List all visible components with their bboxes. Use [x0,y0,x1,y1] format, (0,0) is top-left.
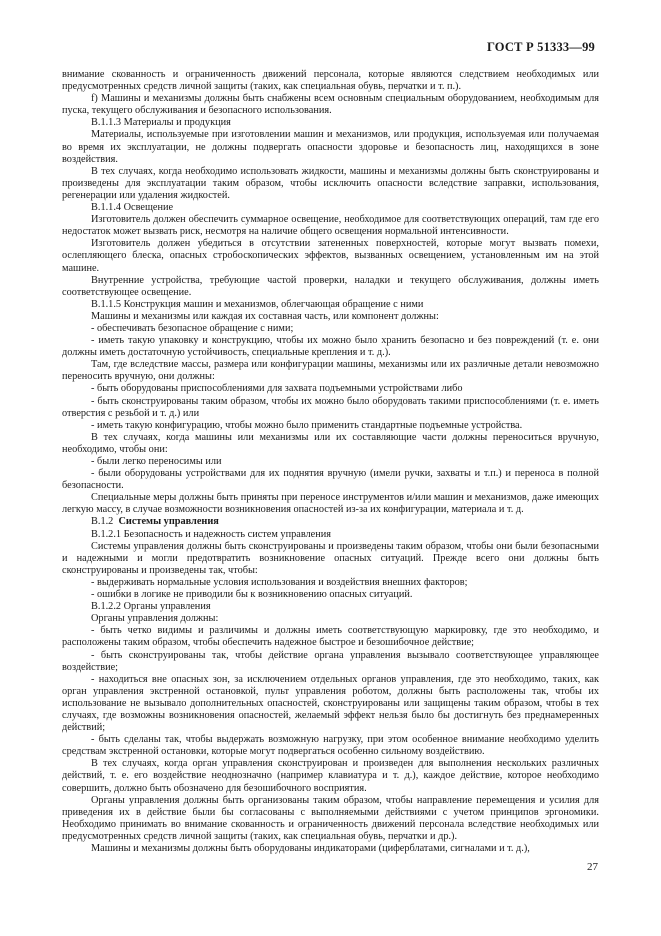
paragraph: f) Машины и механизмы должны быть снабжены всем основным специальным оборудованием, необходимым для пуска, текущего обслуживания и безопасного использования. [62,93,599,117]
paragraph: Машины и механизмы должны быть оборудованы индикаторами (циферблатами, сигналами и т. д.), [91,843,530,854]
list-item: - выдерживать нормальные условия использования и воздействия внешних факторов; [91,576,468,588]
document-body [62,69,599,855]
paragraph: Специальные меры должны быть приняты при переносе инструментов и/или машин и механизмов, даже имеющих легкую массу, в случае возможности возникновения опасностей из-за их конфигурации, материала и т. д. [62,492,599,516]
paragraph: Органы управления должны быть организованы таким образом, чтобы направление перемещения и усилия для приведения их в действие были бы согласованы с выполняемыми действиями с учетом принципов эргономики. Необходимо принимать во внимание скованность и ограниченность движений персонала вследствие необходимых или предусмотренных средств личной защиты (таких, как специальная обувь, перчатки и др.). [62,794,599,842]
list-item: - быть четко видимы и различимы и должны иметь соответствующую маркировку, где это необходимо, и расположены таким образом, чтобы обеспечить надежное быстрое и безошибочное действие; [62,625,599,649]
section-heading: В.1.1.5 Конструкция машин и механизмов, облегчающая обращение с ними [91,298,424,310]
list-item: - были легко переносимы или [91,456,222,467]
document-header: ГОСТ Р 51333—99 [486,40,595,54]
section-title: Системы управления [118,516,219,528]
page-number: 27 [587,861,598,873]
section-heading: В.1.2.2 Органы управления [91,601,211,613]
paragraph: Изготовитель должен убедиться в отсутствии затененных поверхностей, которые могут вызвать помехи, ослепляющего блеска, опасных стробоскопических эффектов, вызванных освещением, установленным им на этой машине. [62,238,599,274]
paragraph: Органы управления должны: [91,613,219,625]
list-item: - иметь такую конфигурацию, чтобы можно было применить стандартные подъемные устройства. [91,419,523,431]
section-heading: В.1.1.4 Освещение [91,202,174,214]
paragraph: Там, где вследствие массы, размера или конфигурации машины, механизмы или их различные детали невозможно переносить вручную, они должны: [62,359,599,383]
paragraph: Системы управления должны быть сконструированы и произведены таким образом, чтобы они были безопасными и надежными и могли предотвратить возникновение опасных ситуаций. Прежде всего они должны быть сконструированы и произведены так, чтобы: [62,540,599,576]
paragraph: Внутренние устройства, требующие частой проверки, наладки и текущего обслуживания, должны иметь соответствующее освещение. [62,274,599,298]
list-item: - были оборудованы устройствами для их поднятия вручную (имели ручки, захваты и т.п.) и переноса в полной безопасности. [62,468,599,492]
list-item: - иметь такую упаковку и конструкцию, чтобы их можно было хранить безопасно и без повреждений (т. е. они должны иметь достаточную устойчивость, специальные крепления и т. д.). [62,335,599,359]
list-item: - находиться вне опасных зон, за исключением отдельных органов управления, где это необходимо, таких, как орган управления экстренной остановкой, пульт управления роботом, должны быть расположены так, чтобы их использование не вызывало дополнительных опасностей, сконструированы или защищены таким образом, чтобы в тех случаях, где возможны возникновения опасностей, желаемый эффект нельзя было бы достигнуть без преднамеренных действий; [62,673,599,734]
section-heading: В.1.2.1 Безопасность и надежность систем управления [91,528,332,540]
paragraph: В тех случаях, когда орган управления сконструирован и произведен для выполнения нескольких различных действий, т. е. его воздействие неоднозначно (например клавиатура и т. д.), каждое действие, которое необходимо совершить, должно быть обозначено для безошибочного восприятия. [62,758,599,794]
list-item: - быть оборудованы приспособлениями для захвата подъемными устройствами либо [91,383,463,395]
section-heading: В.1.1.3 Материалы и продукция [91,117,231,129]
list-item: - быть сделаны так, чтобы выдержать возможную нагрузку, при этом особенное внимание необходимо уделить средствам экстренной остановки, которые могут подвергаться особенно сильному воздействию. [62,734,599,758]
list-item: - обеспечивать безопасное обращение с ними; [91,322,294,334]
paragraph: Изготовитель должен обеспечить суммарное освещение, необходимое для соответствующих операций, там где его недостаток может вызвать риск, несмотря на наличие общего освещения нормальной интенсивности. [62,214,599,238]
section-number: В.1.2 [91,516,114,528]
list-item: - ошибки в логике не приводили бы к возникновению опасных ситуаций. [91,589,413,601]
list-item: - быть сконструированы таким образом, чтобы их можно было оборудовать такими приспособлениями (т. е. иметь отверстия с резьбой и т. д.) или [62,395,599,419]
paragraph: Материалы, используемые при изготовлении машин и механизмов, или продукция, используемая или получаемая во время их эксплуатации, не должны подвергать опасности здоровье и безопасность лиц, находящихся в зоне воздействия. [62,129,599,165]
list-item: - быть сконструированы так, чтобы действие органа управления вызывало соответствующее управляющее воздействие; [62,649,599,673]
paragraph: В тех случаях, когда машины или механизмы или их составляющие части должны переноситься вручную, необходимо, чтобы они: [62,431,599,455]
paragraph: В тех случаях, когда необходимо использовать жидкости, машины и механизмы должны быть сконструированы и произведены для эксплуатации таким образом, чтобы исключить опасности вследствие заправки, использования, регенерации или удаления жидкостей. [62,165,599,201]
section-heading-b12 [62,516,599,528]
paragraph: Машины и механизмы или каждая их составная часть, или компонент должны: [91,310,439,322]
paragraph: внимание скованность и ограниченность движений персонала, которые являются следствием необходимых или предусмотренных средств личной защиты (таких, как специальная обувь, перчатки и т. п.). [62,69,599,93]
